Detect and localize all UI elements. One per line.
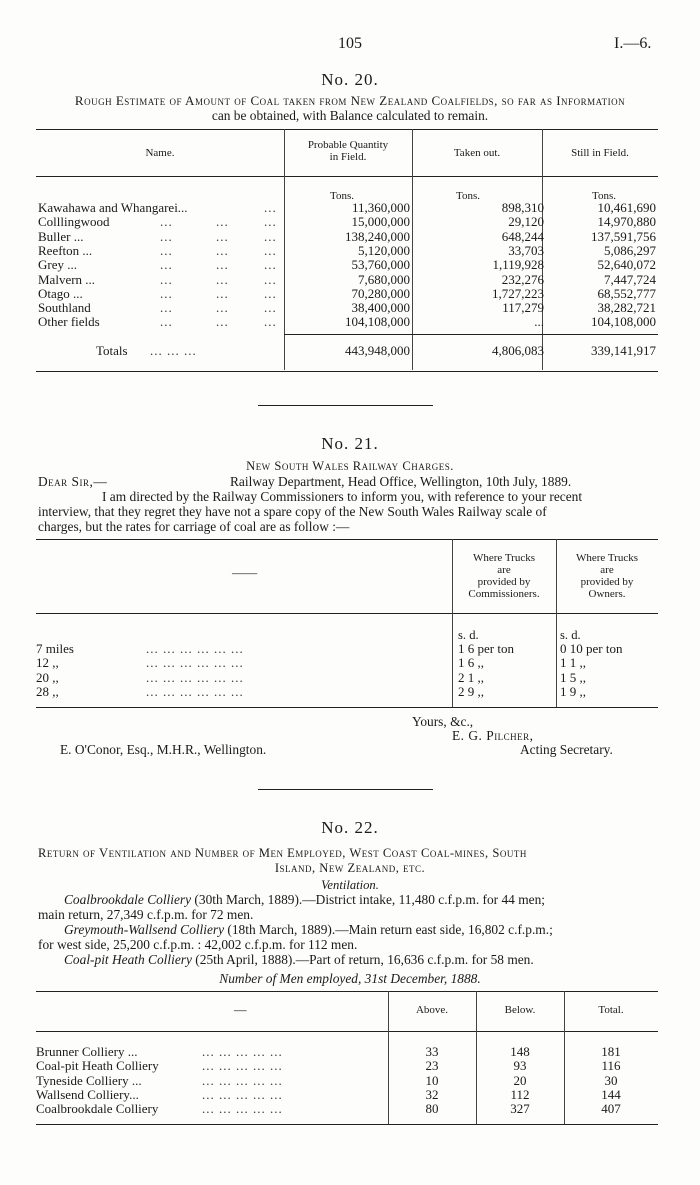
letter-signer-title: Acting Secretary. [520, 742, 613, 757]
leader-dots: ... [160, 214, 173, 230]
table-21-header-owners-2: are [600, 564, 614, 576]
section-20-number: No. 20. [321, 70, 379, 89]
leader-dots: ... [160, 228, 173, 244]
table-21-units-comm: s. d. [458, 628, 479, 642]
taken-out: 29,120 [508, 214, 544, 230]
table-20-top-rule [36, 129, 658, 130]
table-20-units-taken: Tons. [456, 190, 480, 202]
table-21-header-comm-4: Commissioners. [468, 588, 540, 600]
section-21-title: New South Wales Railway Charges. [246, 459, 454, 473]
leader-dots: ... [216, 300, 229, 316]
colliery-name-greymouth-wallsend: Greymouth-Wallsend Colliery [64, 922, 225, 937]
table-20-totals-dots: ... ... ... [150, 343, 197, 358]
letter-signer: E. G. Pilcher, [452, 728, 534, 743]
leader-dots: ... ... ... ... ... ... [146, 669, 244, 685]
ventilation-para-2-line2: for west side, 25,200 c.f.p.m. : 42,002 c.f.p.m. for 112 men. [38, 937, 358, 952]
men-above: 23 [425, 1058, 439, 1074]
table-21-header-owners-1: Where Trucks [575, 552, 639, 564]
men-employed-heading: Number of Men employed, 31st December, 1888. [219, 971, 481, 986]
taken-out: 117,279 [502, 300, 544, 316]
leader-dots: ... ... ... ... ... ... [146, 655, 244, 671]
letter-closing: Yours, &c., [412, 714, 474, 729]
coalfield-name: Grey ... [38, 257, 77, 273]
ventilation-para-1-line2: main return, 27,349 c.f.p.m. for 72 men. [38, 907, 254, 922]
probable-quantity: 53,760,000 [351, 257, 410, 273]
leader-dots: ... [264, 285, 277, 301]
table-20-header-rule [36, 176, 658, 177]
ventilation-para-2-text: (18th March, 1889).—Main return east side, 16,802 c.f.p.m.; [224, 922, 553, 937]
men-below: 112 [510, 1086, 530, 1102]
table-21-header-owners-4: Owners. [588, 588, 626, 600]
table-20-units-still: Tons. [592, 190, 616, 202]
colliery-name: Brunner Colliery ... [36, 1044, 138, 1059]
colliery-name: Tyneside Colliery ... [36, 1072, 142, 1088]
taken-out: 33,703 [508, 242, 544, 258]
letter-addressee: E. O'Conor, Esq., M.H.R., Wellington. [60, 742, 267, 757]
leader-dots: ... [160, 242, 173, 258]
table-20-total-still: 339,141,917 [591, 343, 656, 358]
leader-dots: ... [160, 300, 173, 316]
table-22-row [36, 1059, 656, 1073]
leader-dots: ... ... ... ... ... [202, 1086, 283, 1102]
men-above: 10 [425, 1072, 439, 1088]
rate-commissioners: 2 1 ,, [458, 669, 484, 685]
still-in-field: 14,970,880 [597, 214, 656, 230]
leader-dots: ... ... ... ... ... [202, 1044, 283, 1059]
rate-owners: 0 10 per ton [560, 641, 623, 656]
men-above: 33 [425, 1044, 439, 1059]
coalfield-name: Southland [38, 300, 91, 316]
taken-out: ... [534, 314, 544, 330]
ventilation-heading: Ventilation. [321, 878, 379, 892]
rate-owners: 1 9 ,, [560, 683, 586, 699]
colliery-name: Coalbrookdale Colliery [36, 1101, 159, 1117]
colliery-name-coal-pit-heath: Coal-pit Heath Colliery [64, 952, 192, 967]
table-21-header-owners-3: provided by [580, 576, 634, 588]
coalfield-name: Colllingwood [38, 214, 110, 230]
coalfield-name: Otago ... [38, 285, 83, 301]
rate-owners: 1 1 ,, [560, 655, 586, 671]
table-21-top-rule [36, 539, 658, 540]
table-21-header-blank: —— [232, 566, 258, 580]
table-20-total-taken: 4,806,083 [492, 343, 544, 358]
taken-out: 648,244 [501, 228, 544, 244]
leader-dots: ... [216, 285, 229, 301]
table-20-row [38, 301, 658, 315]
ventilation-para-1-text: (30th March, 1889).—District intake, 11,480 c.f.p.m. for 44 men; [191, 892, 545, 907]
table-21-header-comm-3: provided by [477, 576, 531, 588]
table-22-header-blank: — [234, 1003, 247, 1017]
men-total: 407 [601, 1101, 621, 1117]
table-20-row [38, 258, 658, 272]
ventilation-para-1 [64, 892, 545, 907]
rate-commissioners: 1 6 ,, [458, 655, 484, 671]
table-21-row [36, 685, 656, 699]
table-20-totals-label: Totals [96, 343, 128, 358]
colliery-name: Wallsend Colliery... [36, 1086, 139, 1102]
table-22-header-above: Above. [415, 1004, 449, 1016]
leader-dots: ... [216, 271, 229, 287]
leader-dots: ... [264, 257, 277, 273]
coalfield-name: Kawahawa and Whangarei... [38, 200, 188, 215]
coalfield-name: Other fields [38, 314, 100, 330]
ventilation-para-3 [64, 952, 534, 967]
taken-out: 232,276 [501, 271, 544, 287]
distance: 28 ,, [36, 683, 59, 699]
leader-dots: ... [264, 271, 277, 287]
leader-dots: ... ... ... ... ... [202, 1058, 283, 1074]
leader-dots: ... [264, 300, 277, 316]
still-in-field: 5,086,297 [604, 242, 656, 258]
table-20-subtotal-rule [284, 334, 658, 335]
leader-dots: ... [216, 242, 229, 258]
taken-out: 898,310 [501, 200, 544, 215]
distance: 12 ,, [36, 655, 59, 671]
table-22-row [36, 1074, 656, 1088]
table-21-row [36, 671, 656, 685]
men-total: 181 [601, 1044, 621, 1059]
section-21-number: No. 21. [321, 434, 379, 453]
table-21-header-comm-1: Where Trucks [472, 552, 536, 564]
table-20-row [38, 201, 658, 215]
table-20-totals-row [38, 344, 658, 358]
coalfield-name: Buller ... [38, 228, 84, 244]
table-20-row [38, 315, 658, 329]
section-20-title-line1: Rough Estimate of Amount of Coal taken from New Zealand Coalfields, so far as Information [74, 93, 626, 108]
table-20-header-name: Name. [145, 147, 175, 159]
rate-owners: 1 5 ,, [560, 669, 586, 685]
table-22-header-below: Below. [504, 1004, 536, 1016]
colliery-name: Coal-pit Heath Colliery [36, 1058, 159, 1074]
leader-dots: ... [160, 285, 173, 301]
leader-dots: ... [216, 257, 229, 273]
men-below: 93 [513, 1058, 527, 1074]
leader-dots: ... ... ... ... ... ... [146, 641, 244, 656]
probable-quantity: 70,280,000 [351, 285, 410, 301]
table-20-row [38, 244, 658, 258]
page-number: 105 [338, 35, 362, 52]
rate-commissioners: 2 9 ,, [458, 683, 484, 699]
table-21-bottom-rule [36, 707, 658, 708]
leader-dots: ... [160, 271, 173, 287]
letter-body-line3: charges, but the rates for carriage of coal are as follow :— [38, 519, 350, 534]
section-22-title-line2: Island, New Zealand, etc. [274, 861, 426, 875]
men-total: 144 [601, 1086, 621, 1102]
table-20-row [38, 215, 658, 229]
probable-quantity: 11,360,000 [351, 200, 410, 215]
letter-address: Railway Department, Head Office, Wellington, 10th July, 1889. [230, 474, 572, 489]
table-20-header-taken: Taken out. [453, 147, 501, 159]
section-separator-1 [258, 405, 433, 406]
men-above: 80 [425, 1101, 439, 1117]
table-22-bottom-rule [36, 1124, 658, 1125]
men-total: 30 [604, 1072, 618, 1088]
table-20-row [38, 230, 658, 244]
table-20-total-probable: 443,948,000 [345, 343, 410, 358]
leader-dots: ... [216, 314, 229, 330]
leader-dots: ... [264, 214, 277, 230]
leader-dots: ... ... ... ... ... [202, 1072, 283, 1088]
probable-quantity: 38,400,000 [351, 300, 410, 316]
leader-dots: ... [264, 242, 277, 258]
table-22-row [36, 1088, 656, 1102]
leader-dots: ... [160, 257, 173, 273]
letter-salutation: Dear Sir,— [38, 474, 108, 489]
table-22-header-total: Total. [598, 1004, 624, 1016]
probable-quantity: 5,120,000 [358, 242, 410, 258]
still-in-field: 10,461,690 [597, 200, 656, 215]
table-22-row [36, 1045, 656, 1059]
still-in-field: 104,108,000 [591, 314, 656, 330]
table-20-header-probable-2: in Field. [329, 151, 367, 163]
men-total: 116 [601, 1058, 621, 1074]
table-20-header-probable-1: Probable Quantity [307, 139, 389, 151]
men-below: 148 [510, 1044, 530, 1059]
leader-dots: ... [160, 314, 173, 330]
still-in-field: 38,282,721 [597, 300, 656, 316]
colliery-name-coalbrookdale: Coalbrookdale Colliery [64, 892, 192, 907]
leader-dots: ... ... ... ... ... ... [146, 683, 244, 699]
still-in-field: 137,591,756 [591, 228, 656, 244]
distance: 20 ,, [36, 669, 59, 685]
men-below: 20 [513, 1072, 527, 1088]
still-in-field: 7,447,724 [604, 271, 656, 287]
probable-quantity: 15,000,000 [351, 214, 410, 230]
letter-body-line1: I am directed by the Railway Commissioners to inform you, with reference to your recent [102, 489, 583, 504]
taken-out: 1,119,928 [492, 257, 544, 273]
still-in-field: 68,552,777 [597, 285, 656, 301]
table-21-header-comm-2: are [497, 564, 511, 576]
leader-dots: ... [264, 314, 277, 330]
coalfield-name: Malvern ... [38, 271, 96, 287]
table-20-units-probable: Tons. [330, 190, 354, 202]
table-20-row [38, 287, 658, 301]
leader-dots: ... [216, 228, 229, 244]
document-reference: I.—6. [614, 35, 652, 52]
leader-dots: ... [216, 214, 229, 230]
coalfield-name: Reefton ... [38, 242, 93, 258]
table-22-row [36, 1102, 656, 1116]
men-below: 327 [510, 1101, 530, 1117]
section-separator-2 [258, 789, 433, 790]
leader-dots: ... [264, 228, 277, 244]
distance: 7 miles [36, 641, 74, 656]
still-in-field: 52,640,072 [597, 257, 656, 273]
table-20-row [38, 273, 658, 287]
ventilation-para-3-text: (25th April, 1888).—Part of return, 16,636 c.f.p.m. for 58 men. [191, 952, 534, 967]
table-21-row [36, 656, 656, 670]
table-21-header-rule [36, 613, 658, 614]
men-above: 32 [425, 1086, 439, 1102]
leader-dots: ... ... ... ... ... [202, 1101, 283, 1117]
probable-quantity: 104,108,000 [345, 314, 410, 330]
ventilation-para-2 [64, 922, 553, 937]
table-21-row [36, 642, 656, 656]
letter-body-line2: interview, that they regret they have not a spare copy of the New South Wales Railway scale of [38, 504, 547, 519]
table-21-units-owners: s. d. [560, 628, 581, 642]
section-22-number: No. 22. [321, 818, 379, 837]
leader-dots: ... [264, 200, 277, 215]
table-20-bottom-rule [36, 371, 658, 372]
taken-out: 1,727,223 [492, 285, 544, 301]
probable-quantity: 138,240,000 [345, 228, 410, 244]
table-20-header-still: Still in Field. [571, 147, 629, 159]
probable-quantity: 7,680,000 [358, 271, 410, 287]
rate-commissioners: 1 6 per ton [458, 641, 514, 656]
section-20-title-line2: can be obtained, with Balance calculated to remain. [211, 108, 489, 123]
section-22-title-line1: Return of Ventilation and Number of Men Employed, West Coast Coal-mines, South [38, 846, 527, 860]
